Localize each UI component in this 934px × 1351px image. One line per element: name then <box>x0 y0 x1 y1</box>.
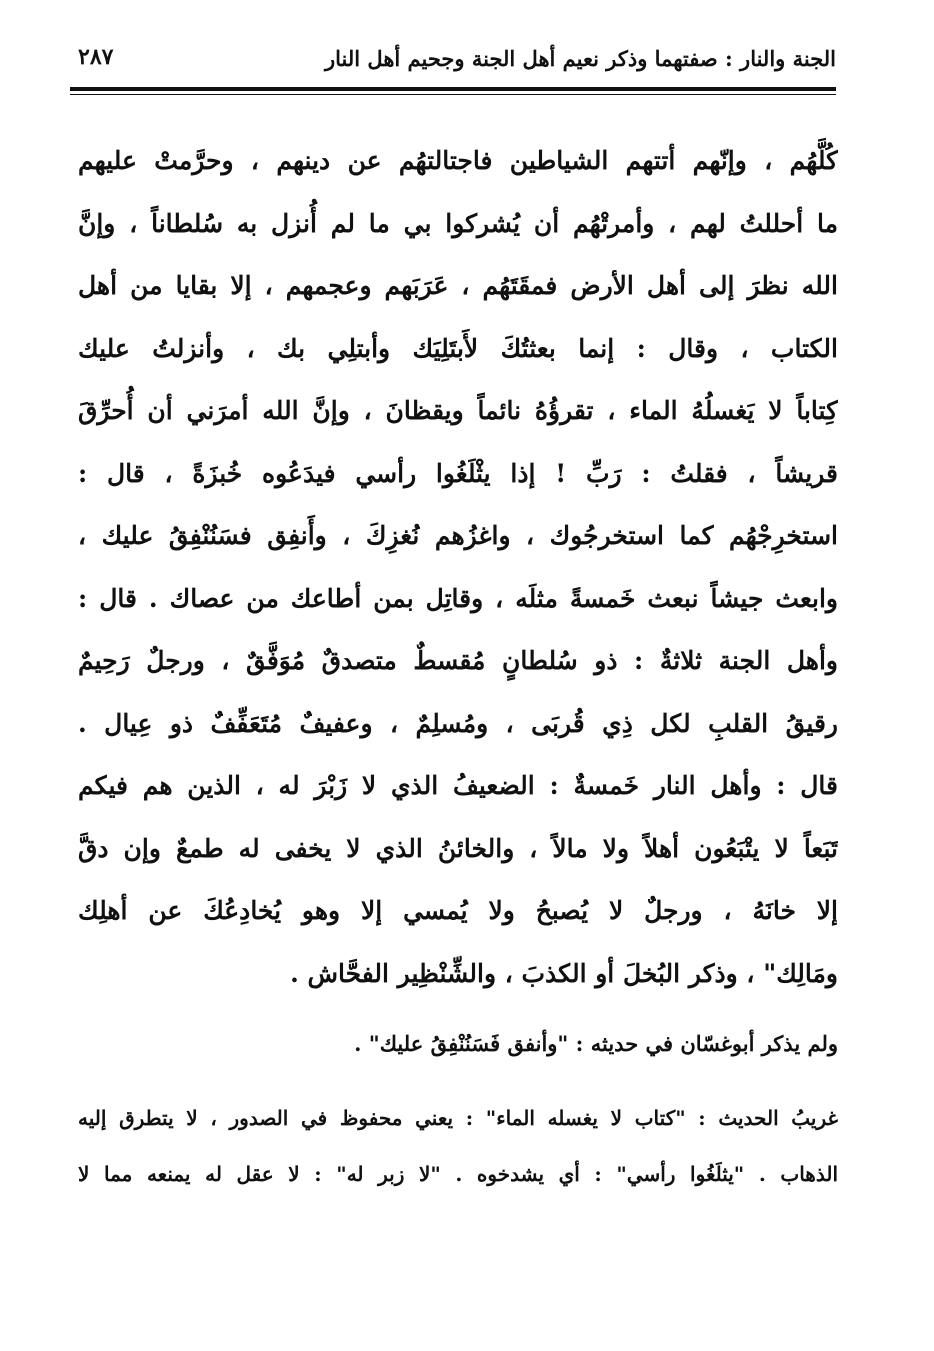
header-rule-thin <box>70 94 836 95</box>
text-line: قريشاً ، فقلتُ : رَبِّ ! إذا يثْلَغُوا رأسي فيدَعُوه خُبزَةً ، قال : <box>78 458 838 488</box>
text-line: رقيقُ القلبِ لكل ذِي قُربَى ، ومُسلِمٌ ، وعفيفٌ مُتَعَفِّفٌ ذو عِيال . <box>78 708 838 738</box>
text-line: إلا خانَهُ ، ورجلٌ لا يُصبحُ ولا يُمسي إلا وهو يُخادِعُكَ عن أهلِك <box>78 896 838 925</box>
narrator-note: ولم يذكر أبوغسّان في حديثه : "وأنفق فَسَنُنْفِقُ عليك" . <box>354 1031 838 1056</box>
text-line: ما أحللتُ لهم ، وأمرتْهُم أن يُشركوا بي ما لم أُنزل به سُلطاناً ، وإنَّ <box>78 208 838 238</box>
header-title: الجنة والنار : صفتهما وذكر نعيم أهل الجنة وجحيم أهل النار <box>325 46 836 71</box>
text-line: الله نظرَ إلى أهل الأرض فمقَتَهُم ، عَرَبَهم وعجمهم ، إلا بقايا من أهل <box>78 271 838 300</box>
gloss-line: الذهاب . "يثلَغُوا رأسي" : أي يشدخوه . "لا زبر له" : لا عقل له يمنعه مما لا <box>78 1162 838 1186</box>
page-number: ٢٨٧ <box>78 44 114 70</box>
gloss-line: غريبُ الحديث : "كتاب لا يغسله الماء" : يعني محفوظ في الصدور ، لا يتطرق إليه <box>78 1106 838 1130</box>
text-line: وابعث جيشاً نبعث خَمسةً مثلَه ، وقاتِل بمن أطاعك من عصاك . قال : <box>78 583 838 613</box>
running-header <box>70 40 836 84</box>
text-line: كُلَّهُم ، وإنّهم أتتهم الشياطين فاجتالتهُم عن دينهم ، وحرَّمتْ عليهم <box>78 146 838 175</box>
text-line: كِتاباً لا يَغسلُهُ الماء ، تقرؤُهُ نائماً ويقظانَ ، وإنَّ الله أمرَني أن أُحرِّقَ <box>78 396 838 425</box>
text-line: ومَالِك" ، وذكر البُخلَ أو الكذبَ ، والشِّنْظِير الفحَّاش . <box>290 958 838 988</box>
header-rule-thick <box>70 87 836 91</box>
gloss-footnote <box>78 1090 838 1202</box>
text-line: تَبَعاً لا يتْبَعُون أهلاً ولا مالاً ، والخائنُ الذي لا يخفى له طمعٌ وإن دقَّ <box>78 833 838 863</box>
main-text <box>78 130 838 1005</box>
text-line: استخرِجْهُم كما استخرجُوك ، واغزُهم نُغزِكَ ، وأَنفِق فسَنُنْفِقُ عليك ، <box>78 521 838 550</box>
text-line: الكتاب ، وقال : إنما بعثتُكَ لأَبتَلِيَك وأبتلِي بك ، وأنزلتُ عليك <box>78 333 838 363</box>
text-line: قال : وأهل النار خَمسةٌ : الضعيفُ الذي لا زَبْرَ له ، الذين هم فيكم <box>78 771 838 800</box>
text-line: وأهل الجنة ثلاثةٌ : ذو سُلطانٍ مُقسطٌ متصدقٌ مُوَفَّقٌ ، ورجلٌ رَحِيمٌ <box>78 646 838 675</box>
